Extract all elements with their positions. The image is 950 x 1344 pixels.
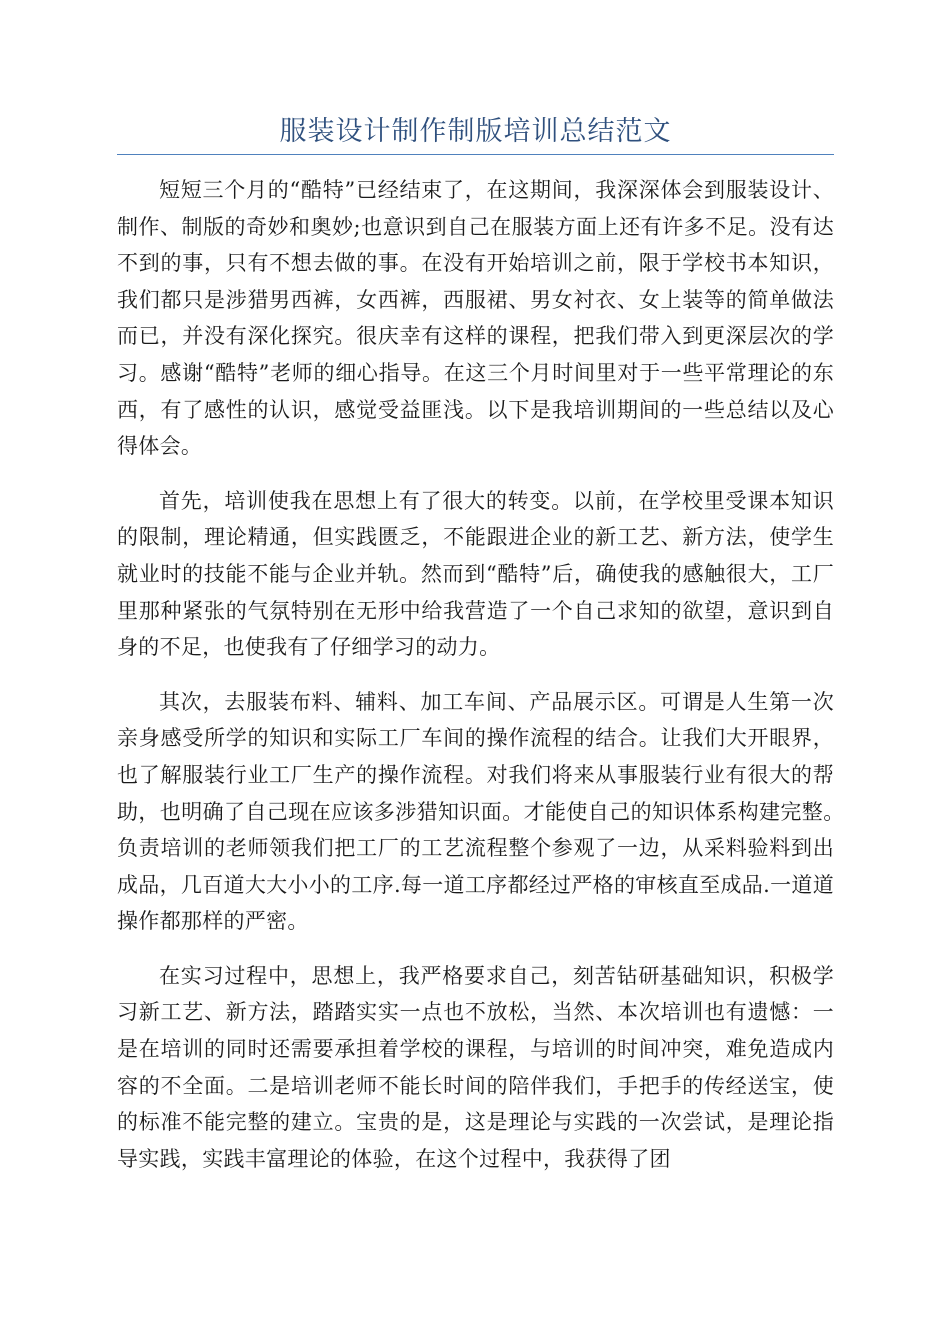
paragraph-first: 首先，培训使我在思想上有了很大的转变。以前，在学校里受课本知识的限制，理论精通，但实践匮乏，不能跟进企业的新工艺、新方法，使学生就业时的技能不能与企业并轨。然而到“酷特”后，确使我的感触很大，工厂里那种紧张的气氛特别在无形中给我营造了一个自己求知的欲望，意识到自身的不足，也使我有了仔细学习的动力。 (117, 488, 834, 660)
paragraph-internship: 在实习过程中，思想上，我严格要求自己，刻苦钻研基础知识，积极学习新工艺、新方法，踏踏实实一点也不放松，当然、本次培训也有遗憾：一是在培训的同时还需要承担着学校的课程，与培训的时间冲突，难免造成内容的不全面。二是培训老师不能长时间的陪伴我们，手把手的传经送宝，使的标准不能完整的建立。宝贵的是，这是理论与实践的一次尝试，是理论指导实践，实践丰富理论的体验，在这个过程中，我获得了团 (117, 963, 834, 1171)
document-body (117, 172, 856, 1195)
paragraph-intro: 短短三个月的“酷特”已经结束了，在这期间，我深深体会到服装设计、制作、制版的奇妙和奥妙;也意识到自己在服装方面上还有许多不足。没有达不到的事，只有不想去做的事。在没有开始培训之前，限于学校书本知识，我们都只是涉猎男西裤，女西裤，西服裙、男女衬衣、女上装等的简单做法而已，并没有深化探究。很庆幸有这样的课程，把我们带入到更深层次的学习。感谢“酷特”老师的细心指导。在这三个月时间里对于一些平常理论的东西，有了感性的认识，感觉受益匪浅。以下是我培训期间的一些总结以及心得体会。 (117, 178, 834, 459)
title-underline (117, 154, 834, 155)
document-title: 服装设计制作制版培训总结范文 (279, 116, 672, 147)
paragraph-second: 其次，去服装布料、辅料、加工车间、产品展示区。可谓是人生第一次亲身感受所学的知识和实际工厂车间的操作流程的结合。让我们大开眼界，也了解服装行业工厂生产的操作流程。对我们将来从事服装行业有很大的帮助，也明确了自己现在应该多涉猎知识面。才能使自己的知识体系构建完整。 负责培训的老师领我们把工厂的工艺流程整个参观了一边，从采料验料到出成品，几百道大大小小的工序.每一道工序都经过严格的审核直至成品.一道道操作都那样的严密。 (117, 689, 856, 934)
